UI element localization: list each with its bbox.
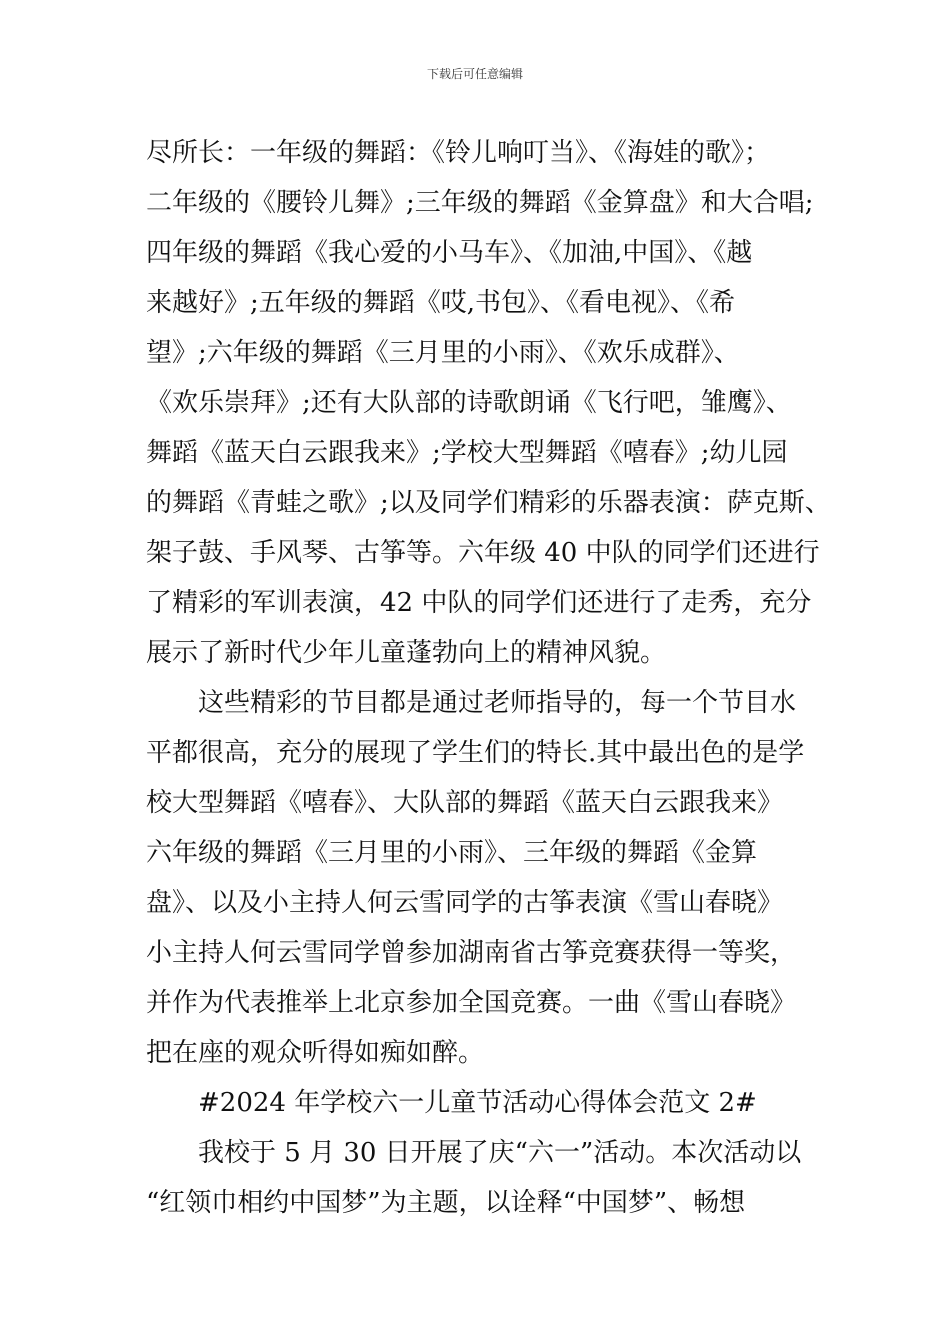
text-line: 架子鼓、手风琴、古筝等。六年级 40 中队的同学们还进行: [146, 538, 820, 568]
text-line: 六年级的舞蹈《三月里的小雨》、三年级的舞蹈《金算: [146, 838, 758, 868]
text-line: 尽所长：一年级的舞蹈：《铃儿响叮当》、《海娃的歌》；: [146, 138, 771, 168]
text-line: 平都很高，充分的展现了学生们的特长.其中最出色的是学: [146, 738, 805, 768]
text-line: 二年级的《腰铃儿舞》;三年级的舞蹈《金算盘》和大合唱;: [146, 188, 814, 218]
text-line: 四年级的舞蹈《我心爱的小马车》、《加油,中国》、《越: [146, 238, 753, 268]
text-line: 了精彩的军训表演，42 中队的同学们还进行了走秀，充分: [146, 588, 812, 618]
document-body: [146, 128, 836, 1228]
paragraph-start-line: 我校于 5 月 30 日开展了庆“六一”活动。本次活动以: [146, 1138, 802, 1168]
text-line: 舞蹈《蓝天白云跟我来》;学校大型舞蹈《嘻春》;幼儿园: [146, 438, 788, 468]
text-line: 把在座的观众听得如痴如醉。: [146, 1038, 485, 1068]
text-line: 并作为代表推举上北京参加全国竞赛。一曲《雪山春晓》: [146, 988, 797, 1018]
text-line: 盘》、以及小主持人何云雪同学的古筝表演《雪山春晓》: [146, 888, 784, 918]
text-line: 望》;六年级的舞蹈《三月里的小雨》、《欢乐成群》、: [146, 338, 740, 368]
text-line: 校大型舞蹈《嘻春》、大队部的舞蹈《蓝天白云跟我来》: [146, 788, 784, 818]
text-line: 的舞蹈《青蛙之歌》;以及同学们精彩的乐器表演：萨克斯、: [146, 488, 831, 518]
header-note: 下载后可任意编辑: [426, 67, 523, 81]
text-line: 来越好》;五年级的舞蹈《哎,书包》、《看电视》、《希: [146, 288, 736, 318]
text-line: 《欢乐崇拜》;还有大队部的诗歌朗诵《飞行吧，雏鹰》、: [146, 388, 792, 418]
text-line: “红领巾相约中国梦”为主题，以诠释“中国梦”、畅想: [146, 1188, 746, 1218]
text-line: 展示了新时代少年儿童蓬勃向上的精神风貌。: [146, 638, 667, 668]
text-line: 小主持人何云雪同学曾参加湖南省古筝竞赛获得一等奖，: [146, 938, 797, 968]
section-heading: #2024 年学校六一儿童节活动心得体会范文 2#: [146, 1088, 757, 1118]
paragraph-start-line: 这些精彩的节目都是通过老师指导的，每一个节目水: [146, 688, 797, 718]
